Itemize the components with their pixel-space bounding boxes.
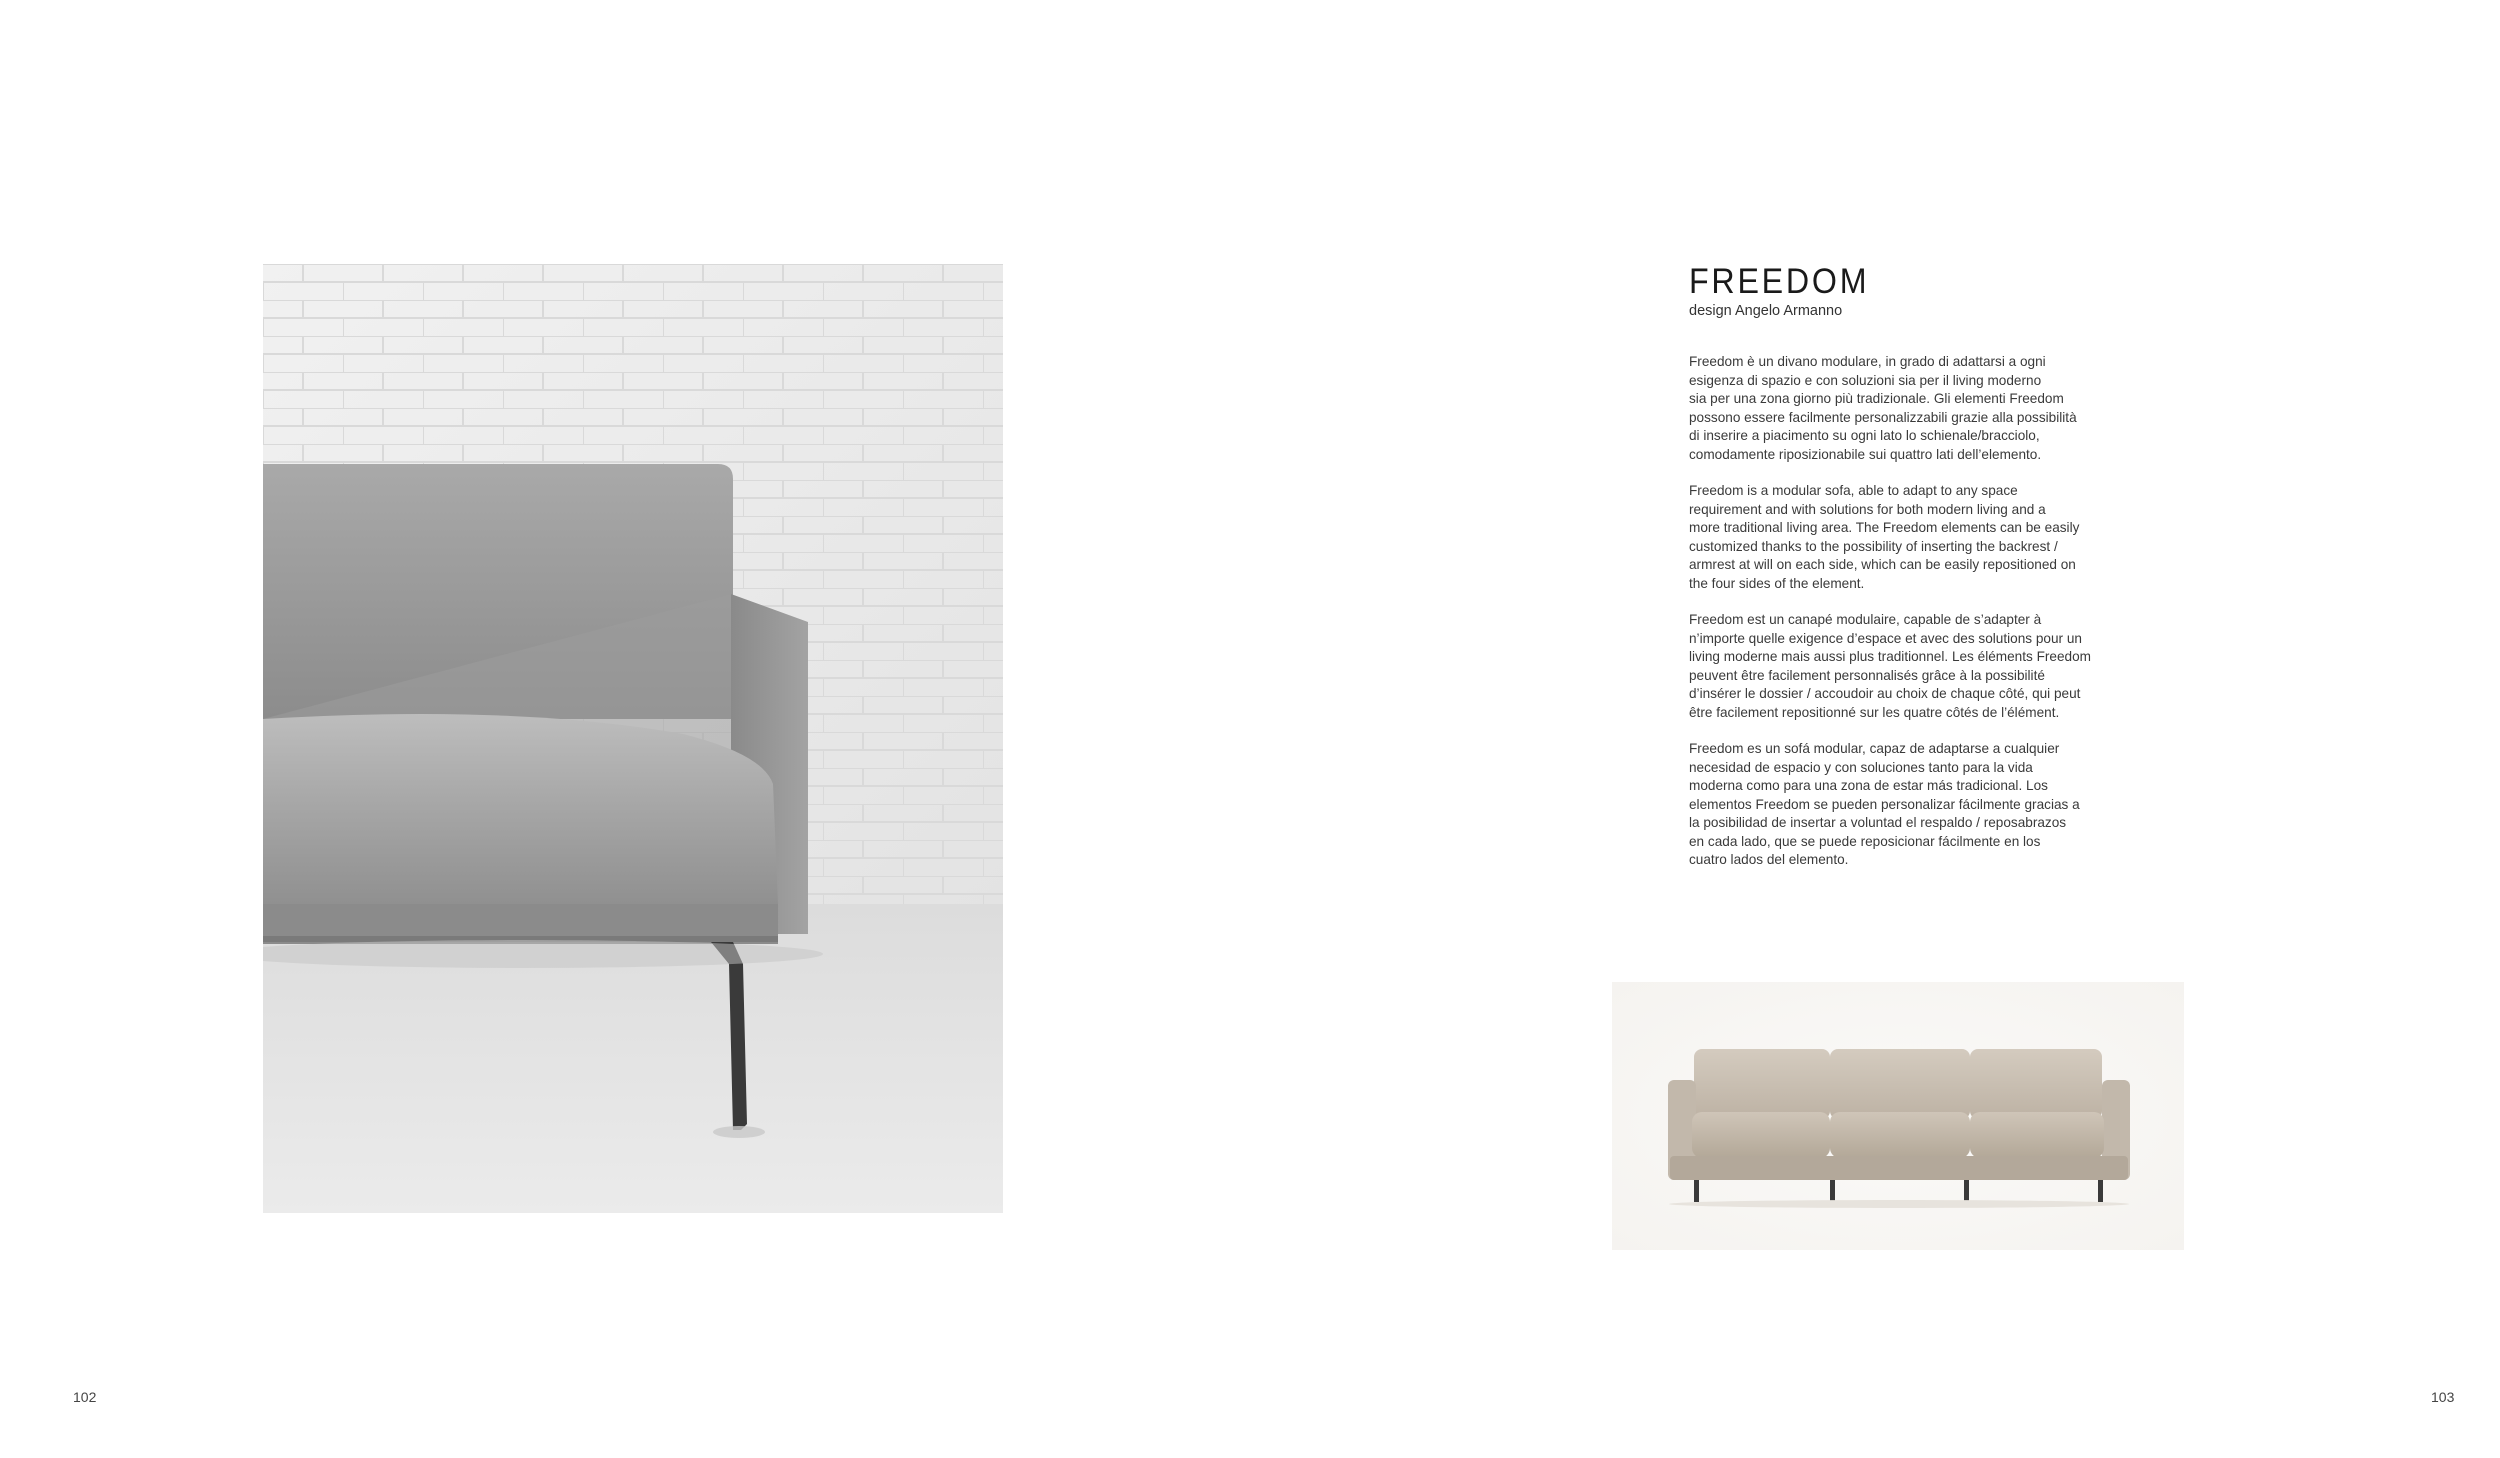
sofa-product-photo bbox=[1612, 982, 2184, 1250]
sofa-detail-photo bbox=[263, 264, 1003, 1213]
description-italian: Freedom è un divano modulare, in grado di adattarsi a ogni esigenza di spazio e con soluzioni sia per il living moderno sia per una zona giorno più tradizionale. Gli elementi Freedom possono essere facilmente personalizzabili grazie alla possibilità di inserire a piacimento su ogni lato lo schienale/bracciolo, comodamente riposizionabile sui quattro lati dell’elemento. bbox=[1689, 354, 2077, 462]
page-number-left: 102 bbox=[73, 1389, 97, 1405]
description-french: Freedom est un canapé modulaire, capable de s’adapter à n’importe quelle exigence d’espace et avec des solutions pour un living moderne mais aussi plus traditionnel. Les éléments Freedom peuvent être facilement personnalisés grâce à la possibilité d’insérer le dossier / accoudoir au choix de chaque côté, qui peut être facilement repositionné sur les quatre côtés de l’élément. bbox=[1689, 612, 2091, 720]
page-number-right: 103 bbox=[2431, 1389, 2455, 1405]
designer-credit: design Angelo Armanno bbox=[1689, 303, 1843, 319]
product-description-column bbox=[1689, 262, 2129, 870]
description-spanish: Freedom es un sofá modular, capaz de adaptarse a cualquier necesidad de espacio y con soluciones tanto para la vida moderna como para una zona de estar más tradicional. Los elementos Freedom se pueden personalizar fácilmente gracias a la posibilidad de insertar a voluntad el respaldo / reposabrazos en cada lado, que se puede reposicionar fácilmente en los cuatro lados del elemento. bbox=[1689, 741, 2080, 867]
product-title: FREEDOM bbox=[1689, 262, 1870, 301]
description-english: Freedom is a modular sofa, able to adapt to any space requirement and with solutions for both modern living and a more traditional living area. The Freedom elements can be easily customized thanks to the possibility of inserting the backrest / armrest at will on each side, which can be easily repositioned on the four sides of the element. bbox=[1689, 483, 2080, 591]
